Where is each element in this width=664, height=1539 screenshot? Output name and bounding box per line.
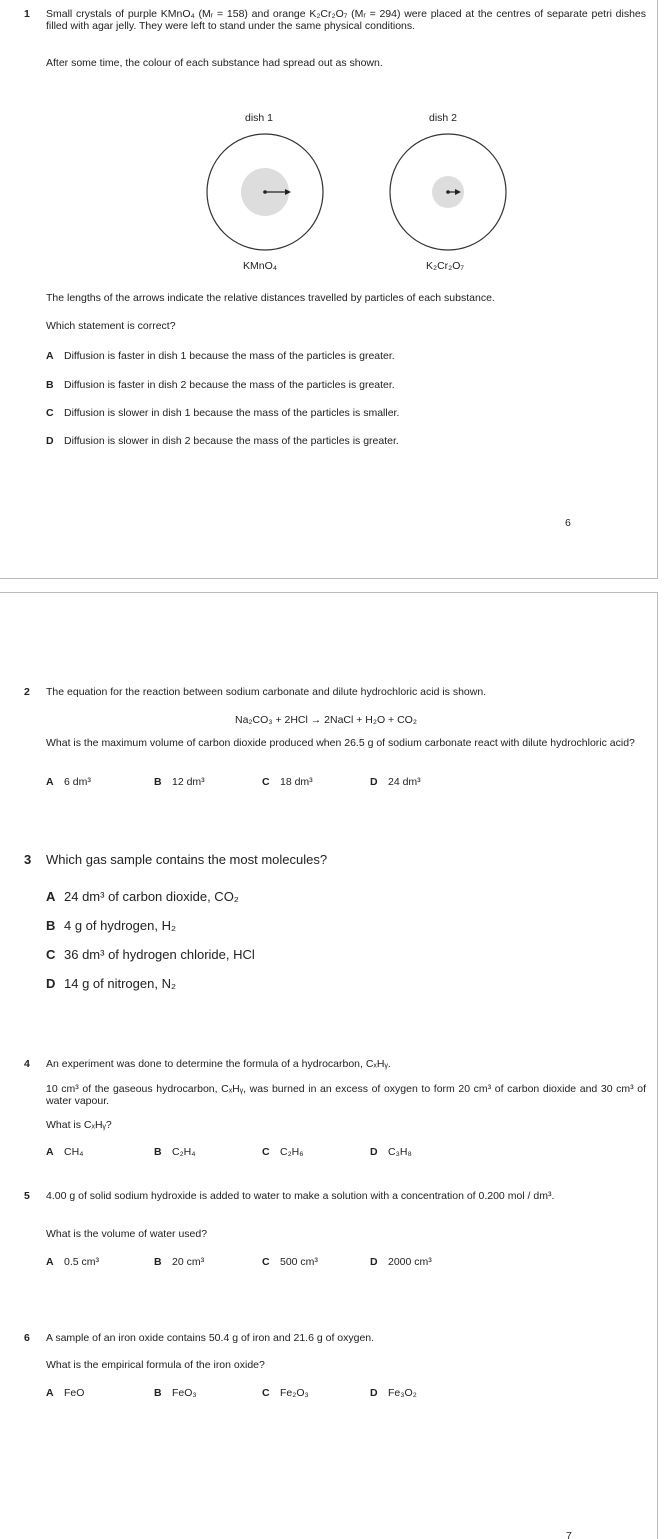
dish-2 — [390, 134, 506, 250]
question-text: An experiment was done to determine the formula of a hydrocarbon, CₓHᵧ. — [46, 1058, 391, 1070]
option-c[interactable]: C C₂H₆ — [262, 1146, 304, 1158]
option-a[interactable]: A CH₄ — [46, 1146, 84, 1158]
question-number: 6 — [24, 1332, 30, 1344]
question-prompt: What is the empirical formula of the iron oxide? — [46, 1359, 265, 1371]
option-c[interactable]: C Diffusion is slower in dish 1 because the mass of the particles is smaller. — [46, 407, 400, 419]
question-text: The lengths of the arrows indicate the relative distances travelled by particles of each substance. — [46, 292, 495, 304]
question-text: 10 cm³ of the gaseous hydrocarbon, CₓHᵧ, was burned in an excess of oxygen to form 20 cm³ of carbon dioxide and 30 cm³ of water vapour. — [46, 1083, 646, 1107]
page-number: 7 — [566, 1530, 572, 1539]
dish-2-substance: K₂Cr₂O₇ — [426, 260, 465, 272]
option-d[interactable]: D 24 dm³ — [370, 776, 421, 788]
option-b[interactable]: B Diffusion is faster in dish 2 because the mass of the particles is greater. — [46, 379, 395, 391]
option-d[interactable]: D Diffusion is slower in dish 2 because the mass of the particles is greater. — [46, 435, 399, 447]
option-a[interactable]: A FeO — [46, 1387, 85, 1399]
question-number: 5 — [24, 1190, 30, 1202]
chemical-equation: Na₂CO₃ + 2HCl → 2NaCl + H₂O + CO₂ — [235, 714, 417, 726]
page-border-right-2 — [657, 592, 658, 1539]
option-d[interactable]: D Fe₃O₂ — [370, 1387, 417, 1399]
question-number: 4 — [24, 1058, 30, 1070]
question-text: 4.00 g of solid sodium hydroxide is added to water to make a solution with a concentration of 0.200 mol / dm³. — [46, 1190, 555, 1202]
question-text: The equation for the reaction between sodium carbonate and dilute hydrochloric acid is shown. — [46, 686, 487, 698]
question-number: 2 — [24, 686, 30, 698]
dish-1-substance: KMnO₄ — [243, 260, 278, 272]
option-a[interactable]: A Diffusion is faster in dish 1 because the mass of the particles is greater. — [46, 350, 395, 362]
dish-1 — [207, 134, 323, 250]
question-number: 1 — [24, 8, 30, 20]
option-c[interactable]: C 36 dm³ of hydrogen chloride, HCl — [46, 947, 255, 962]
dish-1-label: dish 1 — [245, 112, 274, 124]
option-b[interactable]: B 20 cm³ — [154, 1256, 205, 1268]
option-a[interactable]: A 24 dm³ of carbon dioxide, CO₂ — [46, 889, 239, 904]
question-prompt: Which statement is correct? — [46, 320, 176, 332]
option-b[interactable]: B FeO₃ — [154, 1387, 197, 1399]
page-border-bottom — [0, 578, 658, 579]
option-a[interactable]: A 0.5 cm³ — [46, 1256, 100, 1268]
page-border-top — [0, 592, 658, 593]
question-text: Which gas sample contains the most molecules? — [46, 852, 328, 867]
option-b[interactable]: B 12 dm³ — [154, 776, 205, 788]
option-d[interactable]: D 2000 cm³ — [370, 1256, 432, 1268]
option-c[interactable]: C Fe₂O₃ — [262, 1387, 309, 1399]
petri-dish-diagram — [200, 130, 520, 255]
option-d[interactable]: D 14 g of nitrogen, N₂ — [46, 976, 177, 991]
option-c[interactable]: C 18 dm³ — [262, 776, 313, 788]
option-b[interactable]: B C₂H₄ — [154, 1146, 196, 1158]
page-border-right — [657, 0, 658, 578]
question-prompt: What is the maximum volume of carbon dioxide produced when 26.5 g of sodium carbonate react with dilute hydrochloric acid? — [46, 737, 635, 749]
option-d[interactable]: D C₃H₈ — [370, 1146, 412, 1158]
question-text: Small crystals of purple KMnO₄ (Mᵣ = 158) and orange K₂Cr₂O₇ (Mᵣ = 294) were placed at the centres of separate petri dishes filled with agar jelly. They were left to stand under the same physical conditions. — [46, 8, 646, 32]
question-text: After some time, the colour of each substance had spread out as shown. — [46, 57, 383, 69]
question-prompt: What is CₓHᵧ? — [46, 1119, 112, 1131]
question-number: 3 — [24, 852, 32, 867]
question-prompt: What is the volume of water used? — [46, 1228, 208, 1240]
page-number: 6 — [565, 517, 571, 529]
option-c[interactable]: C 500 cm³ — [262, 1256, 318, 1268]
question-text: A sample of an iron oxide contains 50.4 g of iron and 21.6 g of oxygen. — [46, 1332, 375, 1344]
option-a[interactable]: A 6 dm³ — [46, 776, 91, 788]
dish-2-label: dish 2 — [429, 112, 458, 124]
option-b[interactable]: B 4 g of hydrogen, H₂ — [46, 918, 177, 933]
